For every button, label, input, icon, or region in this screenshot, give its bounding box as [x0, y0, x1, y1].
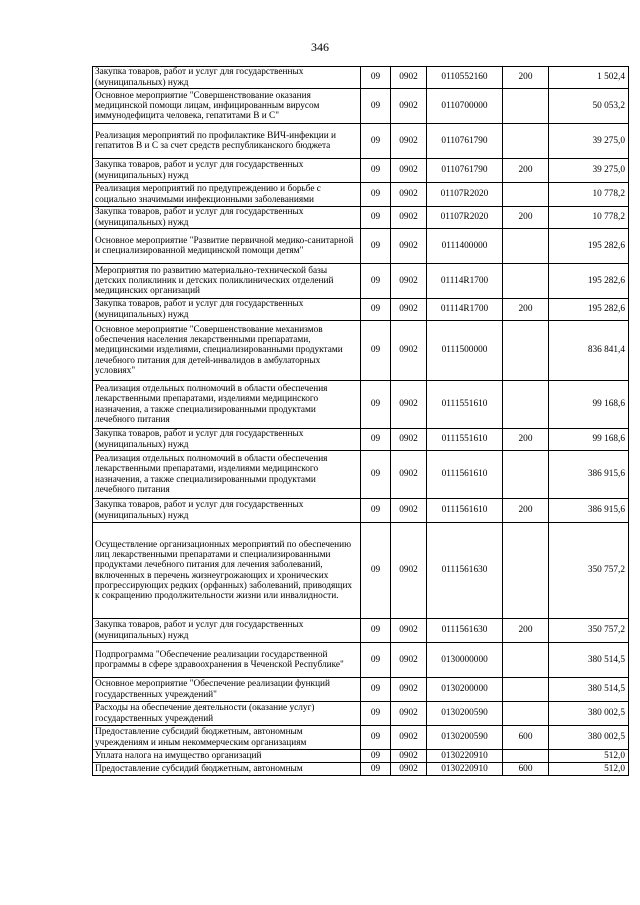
- row-amount: 836 841,4: [549, 321, 629, 381]
- row-amount: 50 053,2: [549, 89, 629, 124]
- row-expense-type: 200: [503, 499, 549, 523]
- row-description: Реализация отдельных полномочий в области обеспечения лекарственными препаратами, изделиями медицинского назначения, а также специализированными продуктами лечебного питания: [93, 451, 361, 499]
- row-target-code: 0111400000: [427, 229, 503, 264]
- row-expense-type: 200: [503, 159, 549, 183]
- table-row: [93, 678, 629, 702]
- row-section: 09: [361, 207, 391, 229]
- row-subsection: 0902: [391, 264, 427, 299]
- row-target-code: 0130200590: [427, 726, 503, 750]
- row-target-code: 01114R1700: [427, 264, 503, 299]
- row-expense-type: [503, 678, 549, 702]
- row-expense-type: [503, 89, 549, 124]
- row-target-code: 0130000000: [427, 643, 503, 678]
- row-subsection: 0902: [391, 451, 427, 499]
- table-row: [93, 619, 629, 643]
- row-target-code: 0130200590: [427, 702, 503, 726]
- row-expense-type: 200: [503, 619, 549, 643]
- row-amount: 99 168,6: [549, 381, 629, 429]
- row-expense-type: [503, 183, 549, 207]
- row-target-code: 0110552160: [427, 67, 503, 89]
- row-target-code: 01107R2020: [427, 207, 503, 229]
- row-subsection: 0902: [391, 381, 427, 429]
- row-subsection: 0902: [391, 523, 427, 619]
- row-description: Мероприятия по развитию материально-технической базы детских поликлиник и детских поликлинических отделений медицинских организаций: [93, 264, 361, 299]
- row-description: Осуществление организационных мероприятий по обеспечению лиц лекарственными препаратами и специализированными продуктами лечебного питания для лечения заболеваний, включенных в перечень жизнеугрожающих и хронических прогрессирующих редких (орфанных) заболеваний, приводящих к сокращению продолжительности жизни или инвалидности.: [93, 523, 361, 619]
- row-section: 09: [361, 750, 391, 763]
- row-expense-type: [503, 381, 549, 429]
- row-subsection: 0902: [391, 299, 427, 321]
- row-subsection: 0902: [391, 499, 427, 523]
- row-amount: 99 168,6: [549, 429, 629, 451]
- row-section: 09: [361, 763, 391, 776]
- row-description: Основное мероприятие "Развитие первичной медико-санитарной и специализированной медицинской помощи детям": [93, 229, 361, 264]
- table-row: [93, 523, 629, 619]
- row-target-code: 0130200000: [427, 678, 503, 702]
- row-subsection: 0902: [391, 159, 427, 183]
- row-expense-type: [503, 229, 549, 264]
- row-subsection: 0902: [391, 321, 427, 381]
- row-expense-type: 200: [503, 429, 549, 451]
- row-target-code: 01114R1700: [427, 299, 503, 321]
- row-amount: 512,0: [549, 763, 629, 776]
- row-amount: 380 514,5: [549, 643, 629, 678]
- row-description: Основное мероприятие "Совершенствование оказания медицинской помощи лицам, инфицированным вирусом иммунодефицита человека, гепатитами В и С": [93, 89, 361, 124]
- table-row: [93, 159, 629, 183]
- row-subsection: 0902: [391, 619, 427, 643]
- row-description: Закупка товаров, работ и услуг для государственных (муниципальных) нужд: [93, 159, 361, 183]
- row-amount: 386 915,6: [549, 499, 629, 523]
- row-target-code: 0111551610: [427, 429, 503, 451]
- table-row: [93, 429, 629, 451]
- row-expense-type: 200: [503, 207, 549, 229]
- row-amount: 39 275,0: [549, 159, 629, 183]
- row-subsection: 0902: [391, 763, 427, 776]
- table-row: [93, 124, 629, 159]
- row-section: 09: [361, 702, 391, 726]
- row-subsection: 0902: [391, 89, 427, 124]
- table-row: [93, 229, 629, 264]
- row-target-code: 0111561610: [427, 499, 503, 523]
- row-section: 09: [361, 451, 391, 499]
- row-section: 09: [361, 183, 391, 207]
- row-section: 09: [361, 499, 391, 523]
- table-row: [93, 750, 629, 763]
- row-amount: 380 514,5: [549, 678, 629, 702]
- row-description: Закупка товаров, работ и услуг для государственных (муниципальных) нужд: [93, 299, 361, 321]
- row-subsection: 0902: [391, 229, 427, 264]
- row-description: Расходы на обеспечение деятельности (оказание услуг) государственных учреждений: [93, 702, 361, 726]
- row-subsection: 0902: [391, 643, 427, 678]
- row-description: Закупка товаров, работ и услуг для государственных (муниципальных) нужд: [93, 67, 361, 89]
- row-expense-type: [503, 124, 549, 159]
- row-subsection: 0902: [391, 726, 427, 750]
- table-row: [93, 643, 629, 678]
- row-description: Основное мероприятие "Обеспечение реализации функций государственных учреждений": [93, 678, 361, 702]
- row-description: Уплата налога на имущество организаций: [93, 750, 361, 763]
- row-subsection: 0902: [391, 183, 427, 207]
- row-amount: 39 275,0: [549, 124, 629, 159]
- row-section: 09: [361, 619, 391, 643]
- row-amount: 10 778,2: [549, 207, 629, 229]
- table-row: [93, 499, 629, 523]
- row-description: Закупка товаров, работ и услуг для государственных (муниципальных) нужд: [93, 207, 361, 229]
- row-section: 09: [361, 643, 391, 678]
- row-section: 09: [361, 229, 391, 264]
- table-row: [93, 183, 629, 207]
- budget-table: [92, 66, 629, 776]
- row-amount: 380 002,5: [549, 726, 629, 750]
- row-description: Реализация мероприятий по профилактике ВИЧ-инфекции и гепатитов В и С за счет средств республиканского бюджета: [93, 124, 361, 159]
- row-target-code: 0111551610: [427, 381, 503, 429]
- table-row: [93, 702, 629, 726]
- row-amount: 512,0: [549, 750, 629, 763]
- table-row: [93, 67, 629, 89]
- row-expense-type: [503, 702, 549, 726]
- row-expense-type: [503, 523, 549, 619]
- row-target-code: 0130220910: [427, 763, 503, 776]
- row-section: 09: [361, 67, 391, 89]
- row-amount: 350 757,2: [549, 523, 629, 619]
- row-expense-type: [503, 264, 549, 299]
- row-section: 09: [361, 678, 391, 702]
- row-expense-type: 200: [503, 67, 549, 89]
- row-amount: 195 282,6: [549, 299, 629, 321]
- row-target-code: 0110761790: [427, 124, 503, 159]
- row-amount: 1 502,4: [549, 67, 629, 89]
- row-description: Закупка товаров, работ и услуг для государственных (муниципальных) нужд: [93, 429, 361, 451]
- table-row: [93, 763, 629, 776]
- row-amount: 10 778,2: [549, 183, 629, 207]
- row-section: 09: [361, 89, 391, 124]
- row-subsection: 0902: [391, 750, 427, 763]
- table-row: [93, 321, 629, 381]
- row-target-code: 0111561610: [427, 451, 503, 499]
- row-target-code: 0130220910: [427, 750, 503, 763]
- row-target-code: 0111561630: [427, 523, 503, 619]
- row-description: Реализация отдельных полномочий в области обеспечения лекарственными препаратами, изделиями медицинского назначения, а также специализированными продуктами лечебного питания: [93, 381, 361, 429]
- row-section: 09: [361, 381, 391, 429]
- row-description: Предоставление субсидий бюджетным, автономным учреждениям и иным некоммерческим организациям: [93, 726, 361, 750]
- row-expense-type: [503, 643, 549, 678]
- row-section: 09: [361, 264, 391, 299]
- row-section: 09: [361, 299, 391, 321]
- row-amount: 195 282,6: [549, 264, 629, 299]
- row-section: 09: [361, 523, 391, 619]
- row-subsection: 0902: [391, 429, 427, 451]
- table-row: [93, 381, 629, 429]
- row-section: 09: [361, 429, 391, 451]
- row-expense-type: 600: [503, 726, 549, 750]
- table-row: [93, 299, 629, 321]
- row-expense-type: [503, 750, 549, 763]
- row-description: Закупка товаров, работ и услуг для государственных (муниципальных) нужд: [93, 499, 361, 523]
- row-section: 09: [361, 726, 391, 750]
- table-row: [93, 207, 629, 229]
- row-target-code: 0111500000: [427, 321, 503, 381]
- row-subsection: 0902: [391, 702, 427, 726]
- row-expense-type: 600: [503, 763, 549, 776]
- row-target-code: 0110761790: [427, 159, 503, 183]
- table-row: [93, 264, 629, 299]
- row-target-code: 0111561630: [427, 619, 503, 643]
- row-expense-type: [503, 451, 549, 499]
- row-section: 09: [361, 159, 391, 183]
- row-description: Основное мероприятие "Совершенствование механизмов обеспечения населения лекарственными препаратами, медицинскими изделиями, специализированными продуктами лечебного питания для детей-инвалидов в амбулаторных условиях": [93, 321, 361, 381]
- table-row: [93, 89, 629, 124]
- row-description: Подпрограмма "Обеспечение реализации государственной программы в сфере здравоохранения в Чеченской Республике": [93, 643, 361, 678]
- row-subsection: 0902: [391, 678, 427, 702]
- row-expense-type: [503, 321, 549, 381]
- table-row: [93, 726, 629, 750]
- row-expense-type: 200: [503, 299, 549, 321]
- row-description: Предоставление субсидий бюджетным, автономным: [93, 763, 361, 776]
- row-amount: 195 282,6: [549, 229, 629, 264]
- row-subsection: 0902: [391, 67, 427, 89]
- row-subsection: 0902: [391, 124, 427, 159]
- table-row: [93, 451, 629, 499]
- row-description: Закупка товаров, работ и услуг для государственных (муниципальных) нужд: [93, 619, 361, 643]
- row-amount: 380 002,5: [549, 702, 629, 726]
- page-number: 346: [311, 40, 329, 54]
- row-subsection: 0902: [391, 207, 427, 229]
- row-amount: 350 757,2: [549, 619, 629, 643]
- row-target-code: 01107R2020: [427, 183, 503, 207]
- row-section: 09: [361, 321, 391, 381]
- row-target-code: 0110700000: [427, 89, 503, 124]
- row-section: 09: [361, 124, 391, 159]
- row-amount: 386 915,6: [549, 451, 629, 499]
- row-description: Реализация мероприятий по предупреждению и борьбе с социально значимыми инфекционными заболеваниями: [93, 183, 361, 207]
